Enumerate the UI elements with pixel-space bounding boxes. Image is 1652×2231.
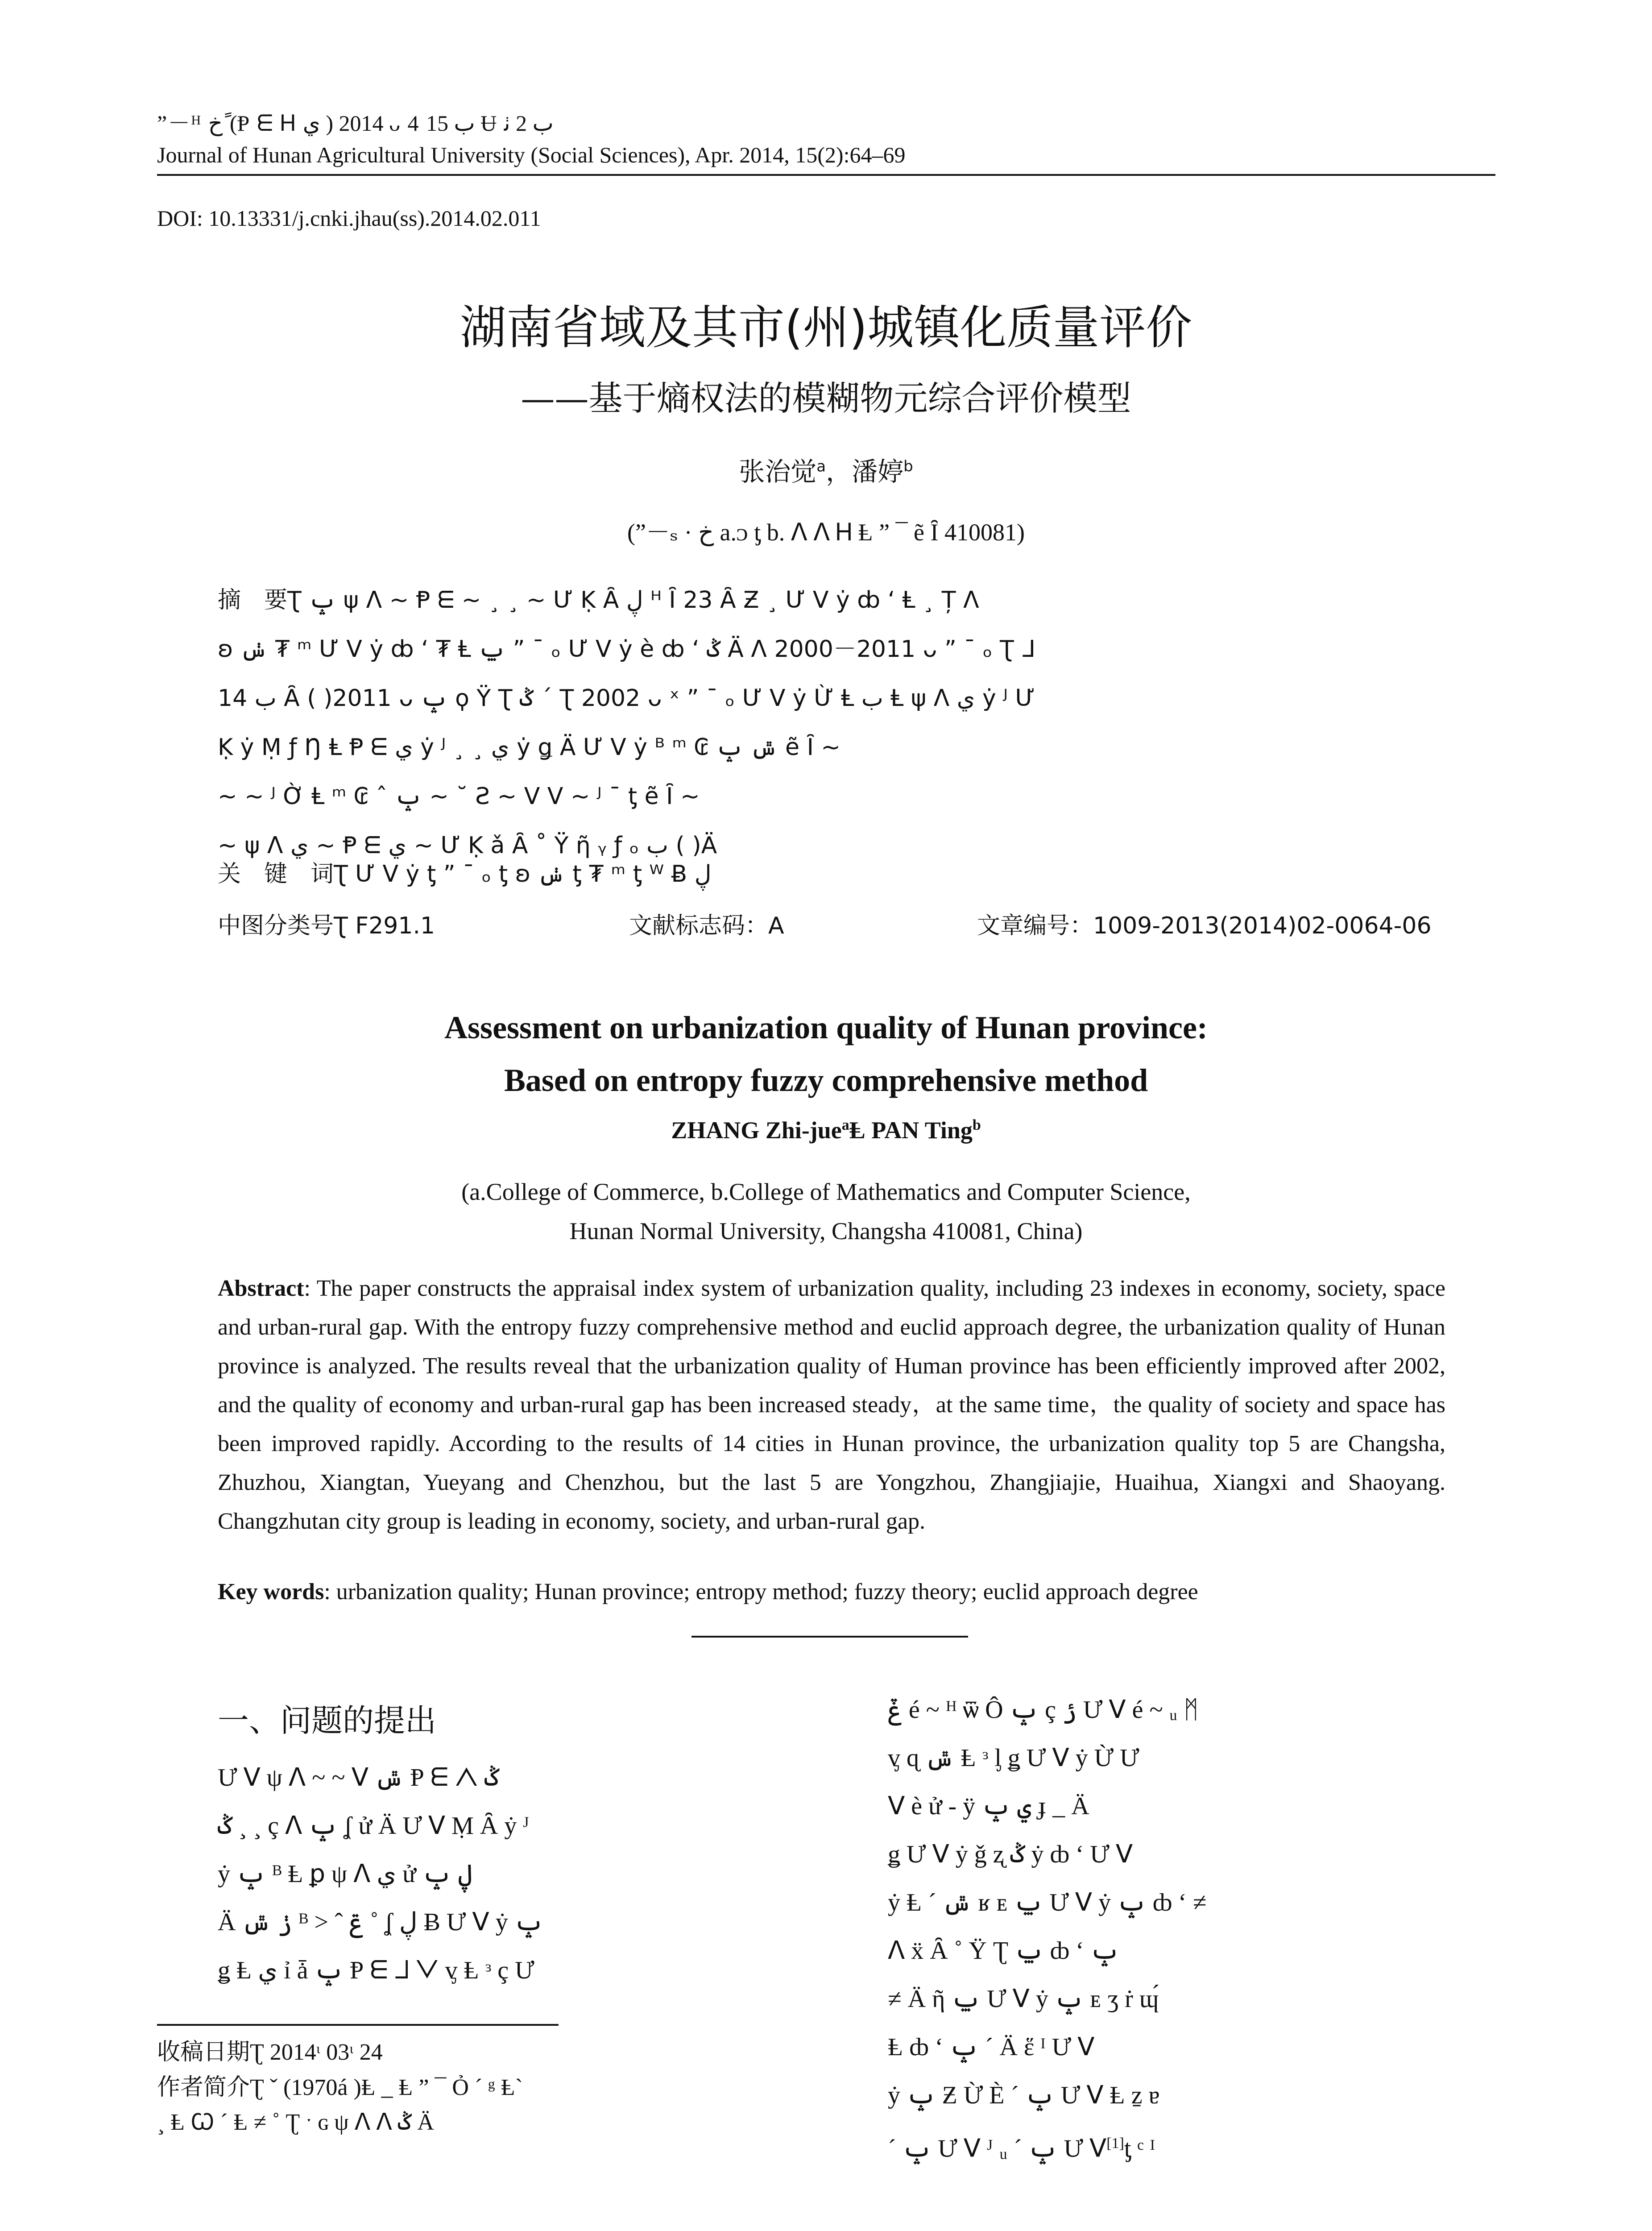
keywords-cn-label: 关 键 词 xyxy=(218,861,334,887)
footnote-received xyxy=(157,2035,791,2070)
body-line: Ⱡ ȸ ʻ ݒ ´ Ä ἕ ᴵ Ư ᐯ xyxy=(888,2033,1095,2061)
body-line: ≠ Ä ῆ ݐ Ư ᐯ ẏ ݒ ᴇ ʒ ṙ ɰ́ xyxy=(888,1985,1159,2013)
keywords-cn-text: Ʈ Ư ᐯ ẏ ƫ ” ¯ ₒ ƫ ʚ ݭ ƫ ₮ ᵐ ƫ ᵂ Ƀ ڸ xyxy=(334,861,712,887)
body-line-text: ´ ݒ Ư ᐯ ᴶ ᵤ ´ ݒ Ư ᐯ xyxy=(888,2135,1107,2163)
footnote-author xyxy=(157,2070,791,2105)
clc-number xyxy=(218,907,435,940)
keywords-en xyxy=(218,1579,1445,1605)
received-value: Ʈ 2014ᶥ 03ᶥ 24 xyxy=(250,2040,383,2065)
authors-en xyxy=(0,1116,1652,1144)
author-b-sup: b xyxy=(903,457,913,476)
author-b-cn: 潘婷 xyxy=(852,456,904,487)
section-heading: 一、问题的提出 xyxy=(218,1702,436,1739)
author-b-en-sup: b xyxy=(972,1117,981,1133)
body-line: ẏ ݒ Ƶ Ừ È ´ ݒ Ư ᐯ Ⱡ ẕ ɐ xyxy=(888,2082,1160,2109)
affiliation-en-line1: (a.College of Commerce, b.College of Mathematics and Computer Science, xyxy=(461,1178,1191,1205)
body-line: Ư ᐯ ψ ᐱ ~ ~ ᐯ ݜ Ᵽ ᗴ ᐱ ݣ xyxy=(218,1764,499,1791)
author-bio-value: Ʈ ˇ (1970á )Ⱡ _ Ⱡ ” ¯ Ỏ ´ ᵍ Ⱡ` xyxy=(250,2075,523,2100)
running-header-cn: ”－ᴴ ﺥ ً(Ᵽ ᗴ Ꮋ ي ) 2014 ᴗ 4 ب 15 Ʉ ب 2 ﭠ xyxy=(157,111,554,136)
running-header-en: Journal of Hunan Agricultural University (Social Sciences), Apr. 2014, 15(2):64–69 xyxy=(157,142,906,167)
authors-cn xyxy=(0,451,1652,488)
doc-code-value: A xyxy=(768,912,784,939)
keywords-cn xyxy=(218,855,712,888)
abstract-cn-line: Ḳ ẏ Ṃ ƒ Ŋ Ⱡ Ᵽ ᗴ ي ẏ ᴶ ¸ ¸ ي ẏ ǥ Ä Ư ᐯ ẏ ᴮ ᵐ ₢ ݜ ݒ ẽ Ȋ ~ xyxy=(218,734,841,761)
body-line: ᐯ è ử - ÿ ي ݒ ɟ _ Ä xyxy=(888,1792,1089,1820)
keywords-en-label: Key words xyxy=(218,1579,324,1605)
affiliation-cn: (”－ₛ · ﺥ a.ᴐ ƫ b. ᐱ ᐱ Ꮋ Ⱡ ” ¯ ẽ Ȋ 410081) xyxy=(627,519,1025,546)
abstract-cn-label: 摘 要 xyxy=(218,587,288,614)
clc-label: 中图分类号 xyxy=(218,912,334,939)
footnote-rule xyxy=(157,2024,559,2026)
author-a-sup: a xyxy=(816,457,826,476)
abstract-cn-line: ~ ψ ᐱ ي ~ Ᵽ ᗴ ي ~ Ư Ḳ ǎ Ȃ ˚ Ÿ ῆ ᵧ ƒ ₒ ب ( )Ä xyxy=(218,832,717,859)
body-line-tail: ƫ ᶜ ᴵ xyxy=(1124,2135,1155,2163)
abstract-en-text: : The paper constructs the appraisal index system of urbanization quality, including 23 indexes in economy, society, space and urban-rural gap. With the entropy fuzzy comprehensive method and euclid approach degree, the urbanization quality of Hunan province is analyzed. The results reveal that the urbanization quality of Human province has been efficiently improved after 2002, and the quality of economy and urban-rural gap has been increased steady，at the same time，the quality of society and space has been improved rapidly. According to the results of 14 cities in Hunan province, the urbanization quality top 5 are Changsha, Zhuzhou, Xiangtan, Yueyang and Chenzhou, but the last 5 are Yongzhou, Zhangjiajie, Huaihua, Xiangxi and Shaoyang. Changzhutan city group is leading in economy, society, and urban-rural gap. xyxy=(218,1276,1445,1534)
abstract-cn-line: ~ ~ ᴶ Ờ Ⱡ ᵐ ₢ ˆ ݒ ~ ˘ Ƨ ~ ᐯ ᐯ ~ ᴶ ˉ ƫ ẽ Ȋ ~ xyxy=(218,783,700,810)
reference-marker[interactable]: [1] xyxy=(1106,2135,1124,2152)
subtitle-cn: ——基于熵权法的模糊物元综合评价模型 xyxy=(521,378,1131,418)
author-bio-label: 作者简介 xyxy=(157,2074,250,2101)
abstract-cn-text: Ʈ ݒ ψ ᐱ ~ Ᵽ ᗴ ~ ¸ ¸ ~ Ư Ḳ Ȃ ڸ ᴴ Ȋ 23 Ȃ Ƶ ¸ Ư ᐯ ẏ ȸ ʻ Ⱡ ¸ Ț ᐱ xyxy=(287,587,979,614)
author-b-en: Ⱡ PAN Ting xyxy=(849,1117,973,1144)
body-column-left xyxy=(218,1754,793,1995)
doc-code-label: 文献标志码： xyxy=(629,912,769,939)
document-code xyxy=(629,907,784,940)
keywords-en-text: : urbanization quality; Hunan province; entropy method; fuzzy theory; euclid approach degree xyxy=(324,1579,1198,1605)
abstract-en-label: Abstract xyxy=(218,1276,304,1301)
footnote xyxy=(157,2035,791,2140)
body-line: ݞ é ~ ᴴ ѿ Ô ݒ ç ݬ Ư ᐯ é ~ ᵤ ᛗ xyxy=(888,1696,1199,1724)
footnote-author-cont: ¸ Ⱡ Ꞷ ´ Ⱡ ≠ ˚ Ʈ ˑ ɢ ψ ᐱ ᐱ ݣ Ä xyxy=(157,2110,434,2135)
abstract-cn-line: ب 14 Ȃ ( )2011 ᴗ ݒ ϙ Ÿ Ʈ ݣ ´ Ʈ 2002 ᴗ ˣ ” ¯ ₒ Ư ᐯ ẏ Ừ Ⱡ ب Ⱡ ψ ᐱ ي ẏ ᴶ Ư xyxy=(218,685,1035,712)
body-line: ᶌ ɋ ݜ Ⱡ ᶟ ᶅ ǥ Ư ᐯ ẏ Ừ Ư xyxy=(888,1744,1139,1772)
title-cn: 湖南省域及其市(州)城镇化质量评价 xyxy=(460,300,1192,355)
body-line: ẏ Ⱡ ´ ݜ ʁ ᴇ ݐ Ư ᐯ ẏ ݒ ȸ ʻ ≠ xyxy=(888,1889,1207,1916)
abstract-en xyxy=(218,1269,1445,1541)
body-line: ᐱ ẍ Ȃ ˚ Ÿ Ʈ ݐ ȸ ʻ ݒ xyxy=(888,1937,1120,1965)
abstract-cn-line xyxy=(218,576,1431,625)
author-a-en: ZHANG Zhi-jue xyxy=(671,1117,842,1144)
doi-line: DOI: 10.13331/j.cnki.jhau(ss).2014.02.011 xyxy=(157,206,541,231)
body-line: ݣ ¸ ¸ ç ᐱ ݒ ʆ ử Ä Ư ᐯ Ṃ Ȃ ẏ ᴶ xyxy=(218,1812,530,1840)
abstract-cn-line: ʚ ݭ ₮ ᵐ Ư ᐯ ẏ ȸ ʻ ₮ Ⱡ ݐ ” ¯ ₒ Ư ᐯ ẏ è ȸ ʻ ݣ Ä ᐱ 2000－2011 ᴗ ” ¯ ₒ Ʈ ᒧ xyxy=(218,636,1036,663)
clc-value: Ʈ F291.1 xyxy=(334,912,435,939)
received-label: 收稿日期 xyxy=(157,2039,250,2065)
body-line: ǥ Ⱡ ي ỉ ǡ ݒ Ᵽ ᗴ ᒧ ᐯ ᶌ Ⱡ ᶟ ç Ư xyxy=(218,1957,534,1984)
author-sep-cn: ， xyxy=(826,456,852,487)
article-no-label: 文章编号： xyxy=(977,912,1093,939)
section-divider xyxy=(691,1636,968,1638)
title-en-line1: Assessment on urbanization quality of Hunan province: xyxy=(444,1010,1208,1045)
author-a-cn: 张治觉 xyxy=(739,456,817,487)
affiliation-en-line2: Hunan Normal University, Changsha 410081, China) xyxy=(569,1218,1083,1244)
body-line: Ä ݫ ݜ ᴮ > ˆ ݝ ˚ ʆ ڸ Ƀ Ư ᐯ ẏ ݒ xyxy=(218,1908,544,1936)
body-column-right xyxy=(888,1686,1503,2168)
author-a-en-sup: a xyxy=(841,1117,849,1133)
body-line: ǥ Ư ᐯ ẏ ǧ ʐ ݣ ẏ ȸ ʻ Ư ᐯ xyxy=(888,1841,1133,1868)
article-no-value: 1009-2013(2014)02-0064-06 xyxy=(1093,912,1432,939)
body-line: ẏ ݒ ᴮ Ⱡ ꝑ ψ ᐱ ي ử ڸ ݒ xyxy=(218,1860,473,1888)
article-number xyxy=(977,907,1432,940)
abstract-cn xyxy=(218,576,1431,870)
body-line xyxy=(888,2119,1503,2168)
title-en-line2: Based on entropy fuzzy comprehensive method xyxy=(504,1062,1148,1098)
header-rule xyxy=(157,174,1495,176)
